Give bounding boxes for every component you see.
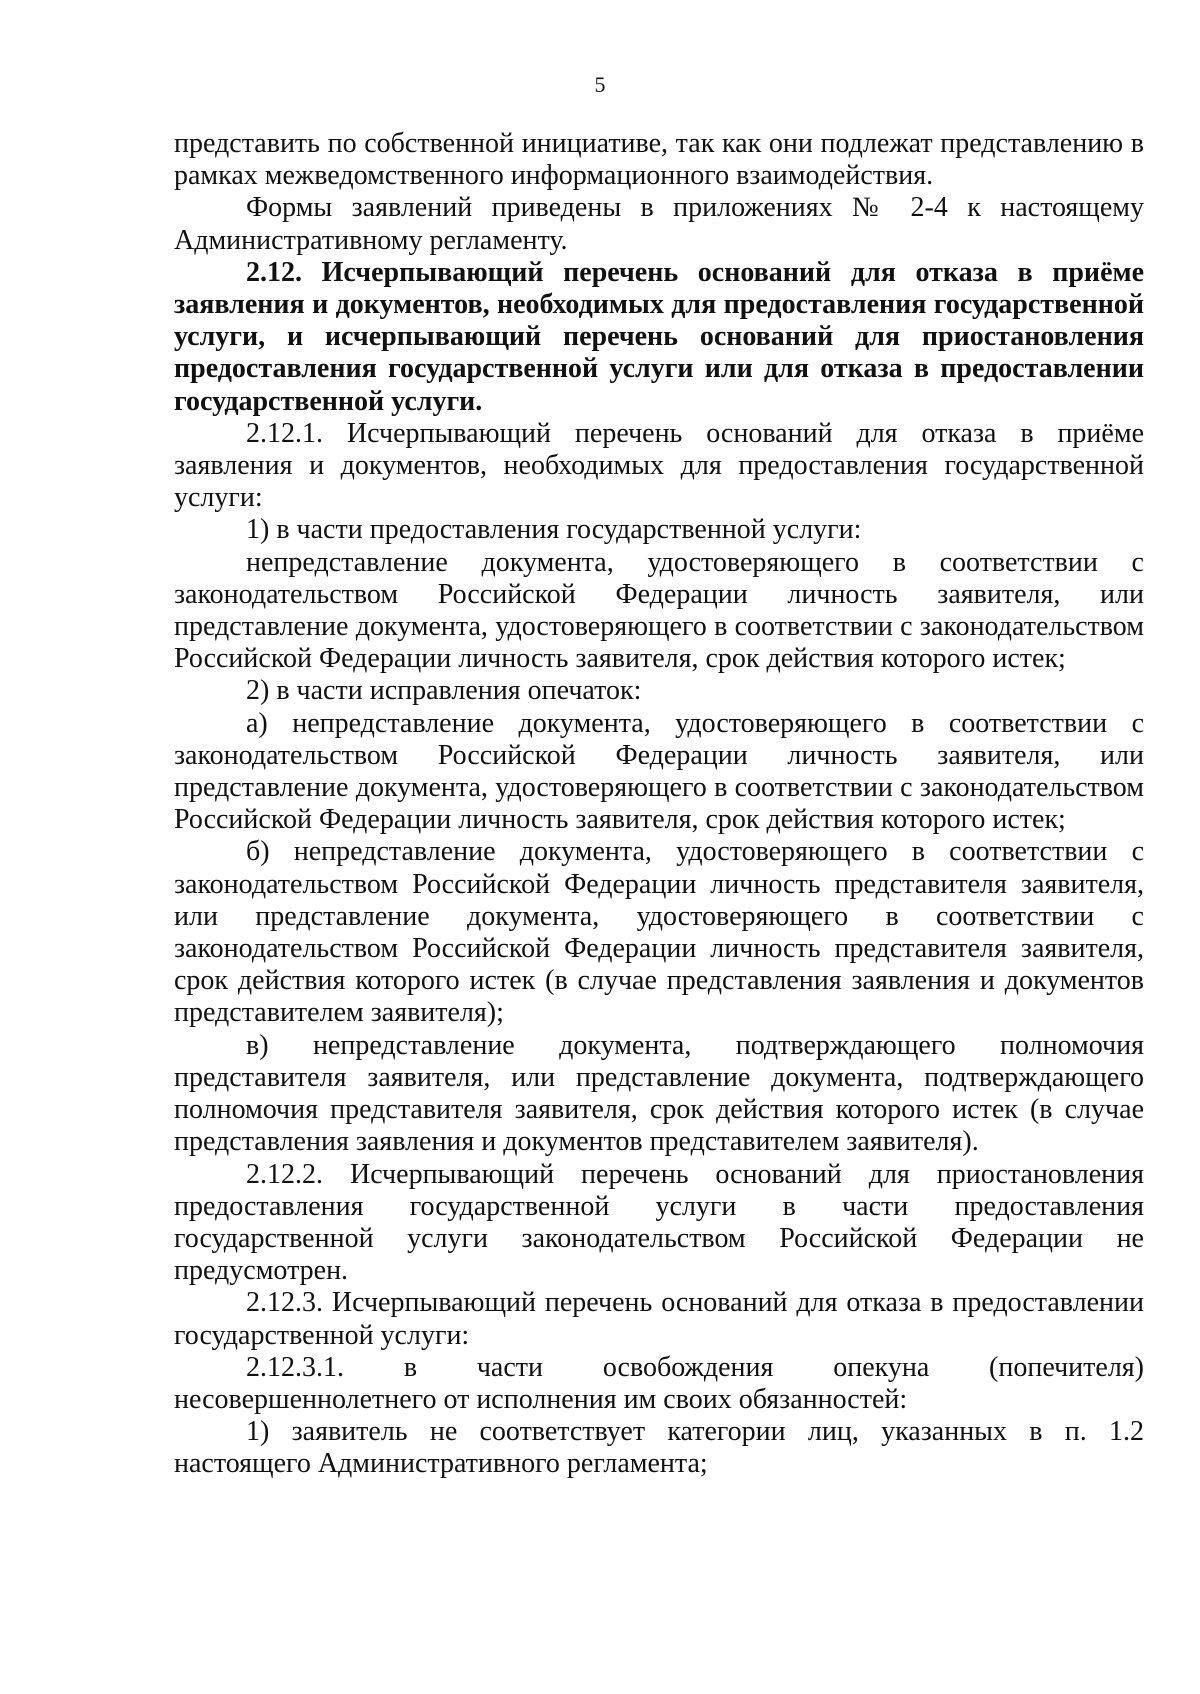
list-item-1: 1) в части предоставления государственной услуги: [246, 514, 862, 546]
paragraph-nonsubmission: непредставление документа, удостоверяющего в соответствии с законодательством Российской Федерации личность заявителя, или представление документа, удостоверяющего в соответствии с законодательством Российской Федерации личность заявителя, срок действия которого истек; [174, 546, 1144, 675]
paragraph-continuation: представить по собственной инициативе, так как они подлежат представлению в рамках межведомственного информационного взаимодействия. [174, 128, 1144, 192]
paragraph-2-12-3-1: 2.12.3.1. в части освобождения опекуна (попечителя) несовершеннолетнего от исполнения им своих обязанностей: [174, 1351, 1144, 1415]
document-body [174, 128, 1144, 1481]
paragraph-2-12-2: 2.12.2. Исчерпывающий перечень оснований для приостановления предоставления государственной услуги в части предоставления государственной услуги законодательством Российской Федерации не предусмотрен. [174, 1158, 1144, 1287]
paragraph-2-12-3: 2.12.3. Исчерпывающий перечень оснований для отказа в предоставлении государственной услуги: [174, 1287, 1144, 1351]
list-item-2: 2) в части исправления опечаток: [246, 675, 642, 707]
section-heading-2-12: 2.12. Исчерпывающий перечень оснований для отказа в приёме заявления и документов, необходимых для предоставления государственной услуги, и исчерпывающий перечень оснований для приостановления предоставления государственной услуги или для отказа в предоставлении государственной услуги. [174, 256, 1144, 417]
list-item-a: а) непредставление документа, удостоверяющего в соответствии с законодательством Российской Федерации личность заявителя, или представление документа, удостоверяющего в соответствии с законодательством Российской Федерации личность заявителя, срок действия которого истек; [174, 707, 1144, 836]
list-item-v: в) непредставление документа, подтверждающего полномочия представителя заявителя, или представление документа, подтверждающего полномочия представителя заявителя, срок действия которого истек (в случае представления заявления и документов представителем заявителя). [174, 1029, 1144, 1158]
list-item-b: б) непредставление документа, удостоверяющего в соответствии с законодательством Российской Федерации личность представителя заявителя, или представление документа, удостоверяющего в соответствии с законодательством Российской Федерации личность представителя заявителя, срок действия которого истек (в случае представления заявления и документов представителем заявителя); [174, 836, 1144, 1029]
paragraph-forms: Формы заявлений приведены в приложениях № 2-4 к настоящему Административному регламенту. [174, 192, 1144, 256]
page-number: 5 [594, 72, 606, 97]
paragraph-2-12-1: 2.12.1. Исчерпывающий перечень оснований для отказа в приёме заявления и документов, необходимых для предоставления государственной услуги: [174, 417, 1144, 514]
list-item-2-12-3-1-1: 1) заявитель не соответствует категории лиц, указанных в п. 1.2 настоящего Административного регламента; [174, 1416, 1144, 1480]
